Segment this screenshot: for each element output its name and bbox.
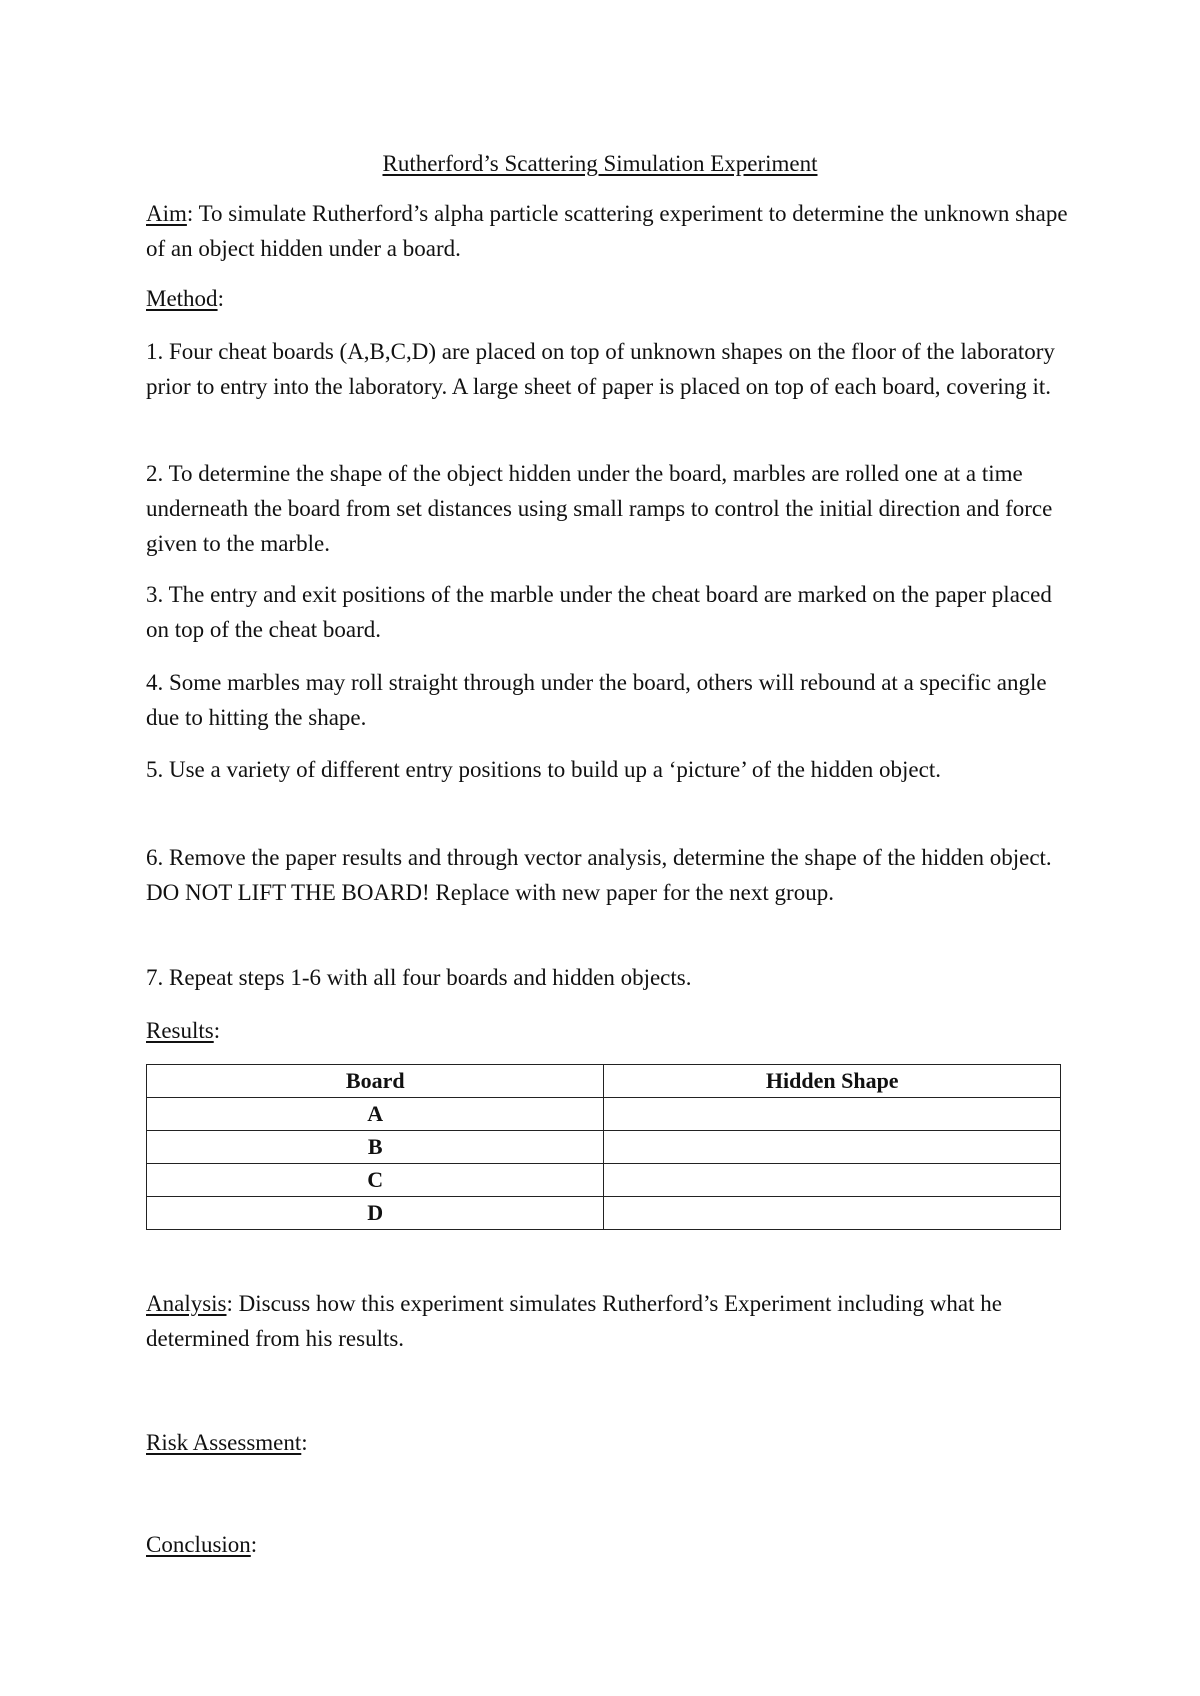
board-cell: D bbox=[147, 1197, 604, 1230]
analysis-label: Analysis bbox=[146, 1291, 227, 1316]
method-step-6: 6. Remove the paper results and through vector analysis, determine the shape of the hidden object. DO NOT LIFT THE BOARD! Replace with new paper for the next group. bbox=[146, 845, 1052, 905]
risk-assessment-label: Risk Assessment bbox=[146, 1430, 302, 1455]
analysis-paragraph bbox=[146, 1286, 1076, 1356]
table-row bbox=[147, 1098, 1061, 1131]
board-cell: B bbox=[147, 1131, 604, 1164]
aim-label: Aim bbox=[146, 201, 187, 226]
method-step-4: 4. Some marbles may roll straight through under the board, others will rebound at a specific angle due to hitting the shape. bbox=[146, 670, 1047, 730]
method-colon: : bbox=[217, 286, 224, 311]
results-label: Results bbox=[146, 1018, 214, 1043]
board-cell: C bbox=[147, 1164, 604, 1197]
table-header-row bbox=[147, 1065, 1061, 1098]
board-cell: A bbox=[147, 1098, 604, 1131]
conclusion-heading bbox=[146, 1527, 1076, 1562]
method-step-7: 7. Repeat steps 1-6 with all four boards and hidden objects. bbox=[146, 965, 692, 990]
method-label: Method bbox=[146, 286, 218, 311]
hidden-shape-cell[interactable] bbox=[604, 1098, 1061, 1131]
risk-assessment-heading bbox=[146, 1425, 1076, 1460]
analysis-text: : Discuss how this experiment simulates Rutherford’s Experiment including what he determined from his results. bbox=[146, 1291, 1002, 1351]
title-text: Rutherford’s Scattering Simulation Experiment bbox=[382, 151, 818, 176]
hidden-shape-cell[interactable] bbox=[604, 1131, 1061, 1164]
aim-text: : To simulate Rutherford’s alpha particle scattering experiment to determine the unknown shape of an object hidden under a board. bbox=[146, 201, 1068, 261]
conclusion-label: Conclusion bbox=[146, 1532, 251, 1557]
method-step-5: 5. Use a variety of different entry positions to build up a ‘picture’ of the hidden object. bbox=[146, 757, 941, 782]
conclusion-colon: : bbox=[250, 1532, 258, 1557]
results-table bbox=[146, 1064, 1061, 1230]
document-title bbox=[0, 146, 1200, 181]
method-step-1: 1. Four cheat boards (A,B,C,D) are placed on top of unknown shapes on the floor of the laboratory prior to entry into the laboratory. A large sheet of paper is placed on top of each board, covering it. bbox=[146, 339, 1055, 399]
hidden-shape-cell[interactable] bbox=[604, 1164, 1061, 1197]
method-step-3: 3. The entry and exit positions of the marble under the cheat board are marked on the paper placed on top of the cheat board. bbox=[146, 582, 1052, 642]
table-row bbox=[147, 1131, 1061, 1164]
hidden-shape-cell[interactable] bbox=[604, 1197, 1061, 1230]
header-board: Board bbox=[147, 1065, 604, 1098]
table-row bbox=[147, 1197, 1061, 1230]
aim-paragraph bbox=[146, 196, 1076, 266]
results-heading bbox=[146, 1013, 1076, 1048]
table-row bbox=[147, 1164, 1061, 1197]
method-heading bbox=[146, 281, 1076, 316]
results-colon: : bbox=[213, 1018, 221, 1043]
risk-assessment-colon: : bbox=[301, 1430, 308, 1455]
method-step-2: 2. To determine the shape of the object hidden under the board, marbles are rolled one at a time underneath the board from set distances using small ramps to control the initial direction and force given to the marble. bbox=[146, 461, 1053, 556]
header-hidden-shape: Hidden Shape bbox=[604, 1065, 1061, 1098]
